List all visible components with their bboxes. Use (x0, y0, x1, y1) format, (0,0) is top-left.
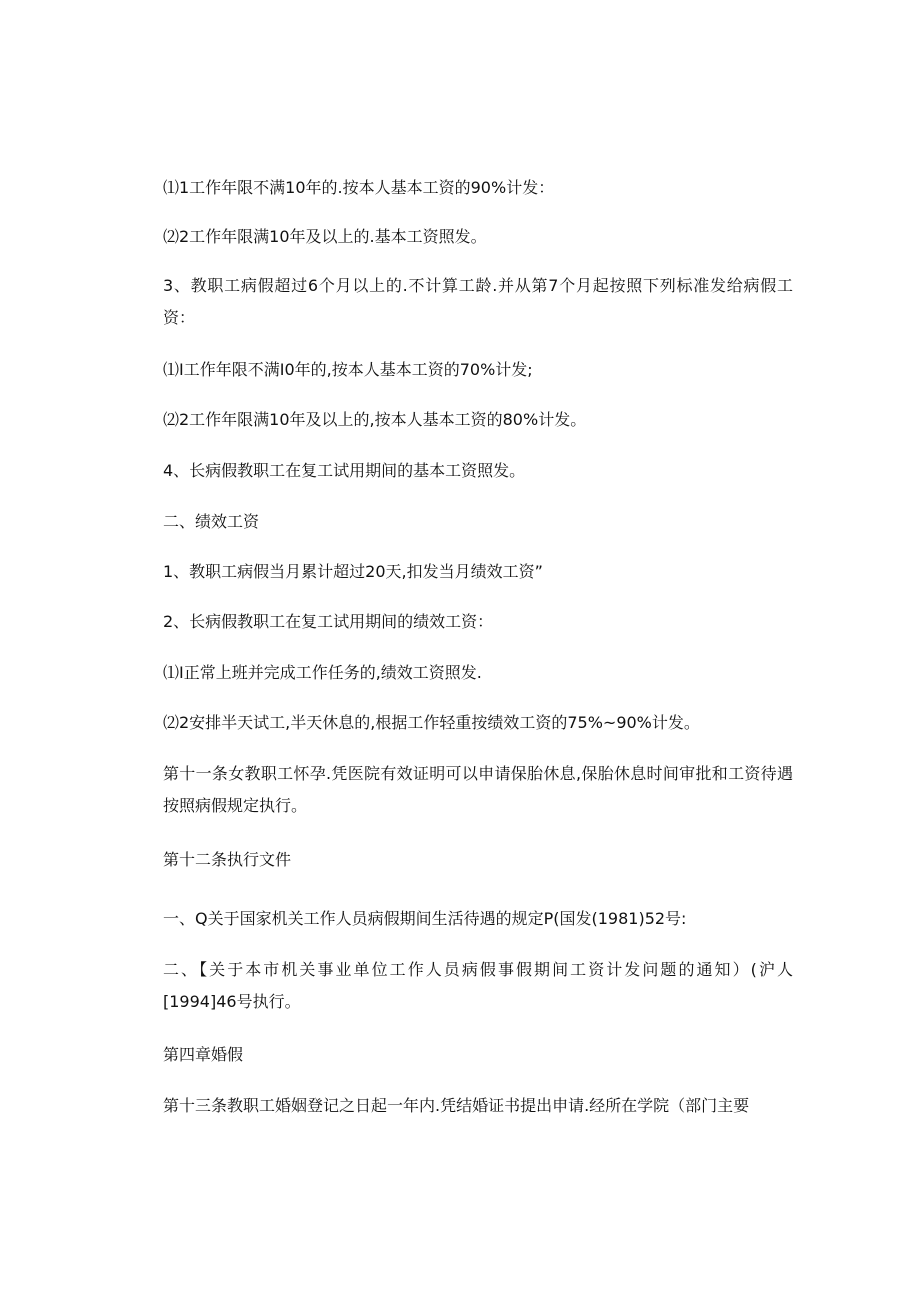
reference-document-1: 一、Q关于国家机关工作人员病假期间生活待遇的规定P(国发(1981)52号: (163, 909, 687, 928)
clause-point-1: 1、教职工病假当月累计超过20天,扣发当月绩效工资” (163, 562, 543, 581)
clause-item-2: ⑵2工作年限满10年及以上的.基本工资照发。 (163, 227, 487, 246)
clause-item-1: ⑴I正常上班并完成工作任务的,绩效工资照发. (163, 663, 482, 682)
article-13: 第十三条教职工婚姻登记之日起一年内.凭结婚证书提出申请.经所在学院（部门主要 (163, 1096, 750, 1115)
clause-point-3: 3、教职工病假超过6个月以上的.不计算工龄.并从第7个月起按照下列标准发给病假工资： (163, 276, 793, 327)
article-11: 第十一条女教职工怀孕.凭医院有效证明可以申请保胎休息,保胎休息时间审批和工资待遇按照病假规定执行。 (163, 764, 793, 815)
clause-item-1: ⑴1工作年限不满10年的.按本人基本工资的90%计发： (163, 178, 555, 197)
article-12-heading: 第十二条执行文件 (163, 850, 292, 869)
clause-item-2: ⑵2工作年限满10年及以上的,按本人基本工资的80%计发。 (163, 410, 587, 429)
reference-document-2: 二、【关于本市机关事业单位工作人员病假事假期间工资计发问题的通知）(沪人[1994]46号执行。 (163, 960, 793, 1011)
clause-point-4: 4、长病假教职工在复工试用期间的基本工资照发。 (163, 461, 526, 480)
clause-item-2: ⑵2安排半天试工,半天休息的,根据工作轻重按绩效工资的75%~90%计发。 (163, 713, 700, 732)
chapter-heading-marriage-leave: 第四章婚假 (163, 1045, 244, 1064)
clause-item-1: ⑴I工作年限不满I0年的,按本人基本工资的70%计发; (163, 360, 533, 379)
section-heading-performance-pay: 二、绩效工资 (163, 512, 260, 531)
clause-point-2: 2、长病假教职工在复工试用期间的绩效工资： (163, 612, 494, 631)
